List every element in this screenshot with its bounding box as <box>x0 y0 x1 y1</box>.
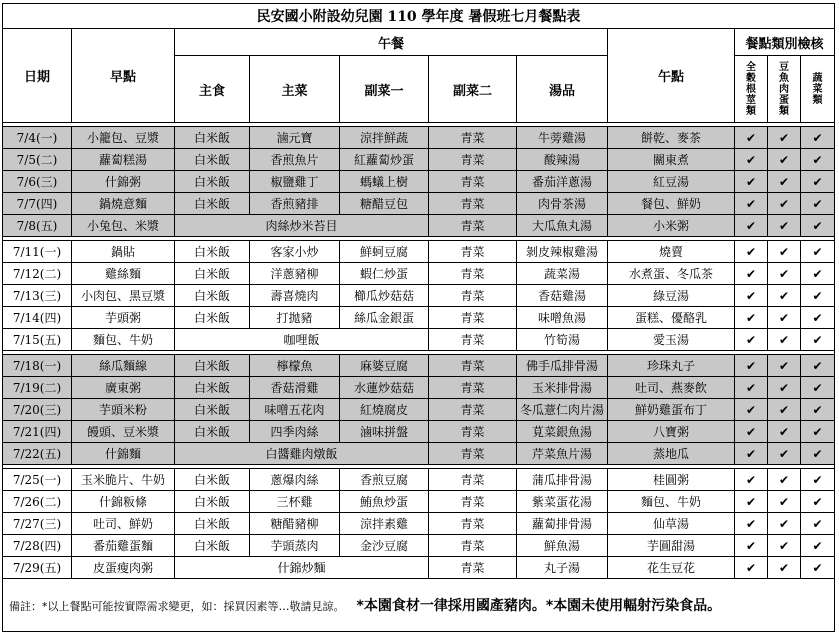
snack-cell: 八寶粥 <box>608 421 735 443</box>
menu-sheet <box>2 3 834 632</box>
side1-cell: 鮮蚵豆腐 <box>340 241 429 263</box>
check-grain-cell: ✔ <box>735 377 768 399</box>
date-cell: 7/29(五) <box>3 557 72 579</box>
header-date: 日期 <box>3 29 72 123</box>
date-cell: 7/25(一) <box>3 469 72 491</box>
check-veg-cell: ✔ <box>801 377 835 399</box>
staple-cell: 白米飯 <box>175 399 250 421</box>
check-protein-cell: ✔ <box>768 171 801 193</box>
check-veg-cell: ✔ <box>801 307 835 329</box>
date-cell: 7/12(二) <box>3 263 72 285</box>
header-lunch: 午餐 <box>175 29 608 56</box>
table-row <box>3 469 835 491</box>
side1-cell: 香煎豆腐 <box>340 469 429 491</box>
side2-cell: 青菜 <box>429 307 517 329</box>
staple-cell: 白米飯 <box>175 127 250 149</box>
soup-cell: 番茄洋蔥湯 <box>517 171 608 193</box>
header-staple: 主食 <box>175 56 250 123</box>
side2-cell: 青菜 <box>429 127 517 149</box>
table-row <box>3 307 835 329</box>
soup-cell: 蘿蔔排骨湯 <box>517 513 608 535</box>
main-cell: 香煎魚片 <box>250 149 340 171</box>
header-snack: 午點 <box>608 29 735 123</box>
snack-cell: 愛玉湯 <box>608 329 735 351</box>
snack-cell: 水煮蛋、冬瓜茶 <box>608 263 735 285</box>
snack-cell: 仙草湯 <box>608 513 735 535</box>
table-row <box>3 193 835 215</box>
soup-cell: 牛蒡雞湯 <box>517 127 608 149</box>
check-veg-cell: ✔ <box>801 215 835 237</box>
main-cell: 香煎豬排 <box>250 193 340 215</box>
side2-cell: 青菜 <box>429 193 517 215</box>
side2-cell: 青菜 <box>429 329 517 351</box>
staple-cell: 白米飯 <box>175 355 250 377</box>
check-grain-cell: ✔ <box>735 399 768 421</box>
side1-cell: 涼拌鮮蔬 <box>340 127 429 149</box>
check-protein-cell: ✔ <box>768 443 801 465</box>
soup-cell: 味噌魚湯 <box>517 307 608 329</box>
date-cell: 7/19(二) <box>3 377 72 399</box>
staple-cell: 白米飯 <box>175 491 250 513</box>
soup-cell: 芹菜魚片湯 <box>517 443 608 465</box>
main-cell: 香菇滑雞 <box>250 377 340 399</box>
side2-cell: 青菜 <box>429 215 517 237</box>
side2-cell: 青菜 <box>429 469 517 491</box>
table-row <box>3 557 835 579</box>
side1-cell: 絲瓜金銀蛋 <box>340 307 429 329</box>
check-veg-cell: ✔ <box>801 469 835 491</box>
snack-cell: 麵包、牛奶 <box>608 491 735 513</box>
side2-cell: 青菜 <box>429 557 517 579</box>
header-side1: 副菜一 <box>340 56 429 123</box>
table-row <box>3 215 835 237</box>
snack-cell: 鮮奶雞蛋布丁 <box>608 399 735 421</box>
soup-cell: 大瓜魚丸湯 <box>517 215 608 237</box>
check-protein-cell: ✔ <box>768 329 801 351</box>
side1-cell: 金沙豆腐 <box>340 535 429 557</box>
snack-cell: 蒸地瓜 <box>608 443 735 465</box>
staple-cell: 白米飯 <box>175 469 250 491</box>
header-main: 主菜 <box>250 56 340 123</box>
main-cell: 四季肉絲 <box>250 421 340 443</box>
main-cell: 打拋豬 <box>250 307 340 329</box>
side1-cell: 麻婆豆腐 <box>340 355 429 377</box>
table-row <box>3 285 835 307</box>
main-cell: 客家小炒 <box>250 241 340 263</box>
check-veg-cell: ✔ <box>801 149 835 171</box>
date-cell: 7/26(二) <box>3 491 72 513</box>
breakfast-cell: 小籠包、豆漿 <box>72 127 175 149</box>
date-cell: 7/5(二) <box>3 149 72 171</box>
side1-cell: 滷味拼盤 <box>340 421 429 443</box>
staple-cell: 白米飯 <box>175 285 250 307</box>
snack-cell: 花生豆花 <box>608 557 735 579</box>
check-protein-cell: ✔ <box>768 307 801 329</box>
check-protein-cell: ✔ <box>768 285 801 307</box>
table-row <box>3 535 835 557</box>
breakfast-cell: 小兔包、米漿 <box>72 215 175 237</box>
snack-cell: 蛋糕、優酪乳 <box>608 307 735 329</box>
remark-text: 備註：*以上餐點可能按實際需求變更，如：採買因素等…敬請見諒。 <box>9 600 345 613</box>
table-row <box>3 513 835 535</box>
check-veg-cell: ✔ <box>801 171 835 193</box>
snack-cell: 珍珠丸子 <box>608 355 735 377</box>
main-cell: 椒鹽雞丁 <box>250 171 340 193</box>
breakfast-cell: 什錦粄條 <box>72 491 175 513</box>
staple-cell: 白米飯 <box>175 193 250 215</box>
side2-cell: 青菜 <box>429 241 517 263</box>
table-row <box>3 329 835 351</box>
date-cell: 7/21(四) <box>3 421 72 443</box>
table-row <box>3 171 835 193</box>
check-grain-cell: ✔ <box>735 171 768 193</box>
main-cell: 三杯雞 <box>250 491 340 513</box>
check-veg-cell: ✔ <box>801 263 835 285</box>
side2-cell: 青菜 <box>429 355 517 377</box>
menu-body <box>3 123 835 579</box>
side2-cell: 青菜 <box>429 149 517 171</box>
check-protein-cell: ✔ <box>768 421 801 443</box>
date-cell: 7/13(三) <box>3 285 72 307</box>
staple-cell: 白米飯 <box>175 263 250 285</box>
staple-cell: 白米飯 <box>175 535 250 557</box>
check-protein-cell: ✔ <box>768 127 801 149</box>
breakfast-cell: 廣東粥 <box>72 377 175 399</box>
lunch-merged-cell: 咖哩飯 <box>175 329 429 351</box>
breakfast-cell: 小肉包、黑豆漿 <box>72 285 175 307</box>
side2-cell: 青菜 <box>429 171 517 193</box>
main-cell: 糖醋豬柳 <box>250 513 340 535</box>
check-protein-cell: ✔ <box>768 377 801 399</box>
check-protein-cell: ✔ <box>768 263 801 285</box>
soup-cell: 酸辣湯 <box>517 149 608 171</box>
check-veg-cell: ✔ <box>801 535 835 557</box>
soup-cell: 丸子湯 <box>517 557 608 579</box>
check-protein-cell: ✔ <box>768 149 801 171</box>
main-cell: 壽喜燒肉 <box>250 285 340 307</box>
side1-cell: 水蓮炒菇菇 <box>340 377 429 399</box>
breakfast-cell: 雞絲麵 <box>72 263 175 285</box>
date-cell: 7/6(三) <box>3 171 72 193</box>
table-row <box>3 443 835 465</box>
soup-cell: 冬瓜薏仁肉片湯 <box>517 399 608 421</box>
breakfast-cell: 芋頭米粉 <box>72 399 175 421</box>
snack-cell: 紅豆湯 <box>608 171 735 193</box>
check-veg-cell: ✔ <box>801 443 835 465</box>
side1-cell: 螞蟻上樹 <box>340 171 429 193</box>
check-veg-cell: ✔ <box>801 127 835 149</box>
footer-note <box>3 579 835 632</box>
check-grain-cell: ✔ <box>735 421 768 443</box>
lunch-merged-cell: 什錦炒麵 <box>175 557 429 579</box>
side2-cell: 青菜 <box>429 421 517 443</box>
main-cell: 蔥爆肉絲 <box>250 469 340 491</box>
check-grain-cell: ✔ <box>735 215 768 237</box>
staple-cell: 白米飯 <box>175 307 250 329</box>
table-row <box>3 355 835 377</box>
snack-cell: 芋圓甜湯 <box>608 535 735 557</box>
table-row <box>3 377 835 399</box>
check-protein-cell: ✔ <box>768 535 801 557</box>
snack-cell: 燒賣 <box>608 241 735 263</box>
lunch-merged-cell: 白醬雞肉燉飯 <box>175 443 429 465</box>
main-cell: 芋頭蒸肉 <box>250 535 340 557</box>
table-row <box>3 491 835 513</box>
date-cell: 7/11(一) <box>3 241 72 263</box>
side2-cell: 青菜 <box>429 443 517 465</box>
side1-cell: 櫛瓜炒菇菇 <box>340 285 429 307</box>
soup-cell: 鮮魚湯 <box>517 535 608 557</box>
table-row <box>3 263 835 285</box>
breakfast-cell: 饅頭、豆米漿 <box>72 421 175 443</box>
check-grain-cell: ✔ <box>735 557 768 579</box>
table-row <box>3 421 835 443</box>
breakfast-cell: 麵包、牛奶 <box>72 329 175 351</box>
check-protein-cell: ✔ <box>768 469 801 491</box>
staple-cell: 白米飯 <box>175 421 250 443</box>
date-cell: 7/4(一) <box>3 127 72 149</box>
table-row <box>3 241 835 263</box>
side2-cell: 青菜 <box>429 285 517 307</box>
side1-cell: 蝦仁炒蛋 <box>340 263 429 285</box>
side1-cell: 紅燒腐皮 <box>340 399 429 421</box>
check-grain-cell: ✔ <box>735 127 768 149</box>
check-protein-cell: ✔ <box>768 513 801 535</box>
date-cell: 7/28(四) <box>3 535 72 557</box>
breakfast-cell: 什錦麵 <box>72 443 175 465</box>
side1-cell: 糖醋豆包 <box>340 193 429 215</box>
check-veg-cell: ✔ <box>801 193 835 215</box>
check-grain-cell: ✔ <box>735 241 768 263</box>
date-cell: 7/8(五) <box>3 215 72 237</box>
soup-cell: 紫菜蛋花湯 <box>517 491 608 513</box>
breakfast-cell: 鍋燒意麵 <box>72 193 175 215</box>
staple-cell: 白米飯 <box>175 241 250 263</box>
check-protein-cell: ✔ <box>768 241 801 263</box>
check-protein-cell: ✔ <box>768 193 801 215</box>
soup-cell: 佛手瓜排骨湯 <box>517 355 608 377</box>
main-cell: 檸檬魚 <box>250 355 340 377</box>
check-veg-cell: ✔ <box>801 399 835 421</box>
breakfast-cell: 吐司、鮮奶 <box>72 513 175 535</box>
breakfast-cell: 番茄雞蛋麵 <box>72 535 175 557</box>
check-grain-cell: ✔ <box>735 535 768 557</box>
menu-table <box>2 3 835 632</box>
snack-cell: 吐司、燕麥飲 <box>608 377 735 399</box>
check-grain-cell: ✔ <box>735 329 768 351</box>
check-veg-cell: ✔ <box>801 241 835 263</box>
date-cell: 7/7(四) <box>3 193 72 215</box>
header-side2: 副菜二 <box>429 56 517 123</box>
check-grain-cell: ✔ <box>735 193 768 215</box>
check-veg-cell: ✔ <box>801 557 835 579</box>
date-cell: 7/22(五) <box>3 443 72 465</box>
side2-cell: 青菜 <box>429 513 517 535</box>
check-grain-cell: ✔ <box>735 443 768 465</box>
header-check: 餐點類別檢核 <box>735 29 835 56</box>
check-veg-cell: ✔ <box>801 513 835 535</box>
breakfast-cell: 芋頭粥 <box>72 307 175 329</box>
check-protein-cell: ✔ <box>768 215 801 237</box>
breakfast-cell: 蘿蔔糕湯 <box>72 149 175 171</box>
side2-cell: 青菜 <box>429 535 517 557</box>
breakfast-cell: 玉米脆片、牛奶 <box>72 469 175 491</box>
snack-cell: 關東煮 <box>608 149 735 171</box>
snack-cell: 餅乾、麥茶 <box>608 127 735 149</box>
highlight-text: *本園食材一律採用國產豬肉。*本園未使用輻射污染食品。 <box>356 598 722 614</box>
header-soup: 湯品 <box>517 56 608 123</box>
cat-grain-label: 全 穀 根 莖 類 <box>746 61 756 117</box>
snack-cell: 綠豆湯 <box>608 285 735 307</box>
breakfast-cell: 絲瓜麵線 <box>72 355 175 377</box>
check-grain-cell: ✔ <box>735 355 768 377</box>
check-grain-cell: ✔ <box>735 263 768 285</box>
check-grain-cell: ✔ <box>735 307 768 329</box>
breakfast-cell: 什錦粥 <box>72 171 175 193</box>
date-cell: 7/18(一) <box>3 355 72 377</box>
main-cell: 滷元寶 <box>250 127 340 149</box>
check-grain-cell: ✔ <box>735 285 768 307</box>
cat-veg-label: 蔬 菜 類 <box>812 72 823 106</box>
soup-cell: 剝皮辣椒雞湯 <box>517 241 608 263</box>
check-grain-cell: ✔ <box>735 149 768 171</box>
side1-cell: 鮪魚炒蛋 <box>340 491 429 513</box>
check-veg-cell: ✔ <box>801 285 835 307</box>
main-cell: 洋蔥豬柳 <box>250 263 340 285</box>
side2-cell: 青菜 <box>429 377 517 399</box>
check-protein-cell: ✔ <box>768 355 801 377</box>
page-title: 民安國小附設幼兒園 110 學年度 暑假班七月餐點表 <box>3 4 835 29</box>
check-protein-cell: ✔ <box>768 557 801 579</box>
header-cat-grain <box>735 56 768 123</box>
check-grain-cell: ✔ <box>735 491 768 513</box>
soup-cell: 玉米排骨湯 <box>517 377 608 399</box>
lunch-merged-cell: 肉絲炒米苔目 <box>175 215 429 237</box>
snack-cell: 桂圓粥 <box>608 469 735 491</box>
snack-cell: 小米粥 <box>608 215 735 237</box>
staple-cell: 白米飯 <box>175 513 250 535</box>
table-row <box>3 399 835 421</box>
side1-cell: 紅蘿蔔炒蛋 <box>340 149 429 171</box>
date-cell: 7/15(五) <box>3 329 72 351</box>
header-cat-protein <box>768 56 801 123</box>
breakfast-cell: 皮蛋瘦肉粥 <box>72 557 175 579</box>
check-grain-cell: ✔ <box>735 469 768 491</box>
side2-cell: 青菜 <box>429 263 517 285</box>
check-protein-cell: ✔ <box>768 399 801 421</box>
staple-cell: 白米飯 <box>175 149 250 171</box>
table-row <box>3 149 835 171</box>
side1-cell: 涼拌素雞 <box>340 513 429 535</box>
main-cell: 味噌五花肉 <box>250 399 340 421</box>
check-protein-cell: ✔ <box>768 491 801 513</box>
date-cell: 7/27(三) <box>3 513 72 535</box>
side2-cell: 青菜 <box>429 491 517 513</box>
soup-cell: 肉骨茶湯 <box>517 193 608 215</box>
check-veg-cell: ✔ <box>801 329 835 351</box>
soup-cell: 竹筍湯 <box>517 329 608 351</box>
check-grain-cell: ✔ <box>735 513 768 535</box>
soup-cell: 莧菜銀魚湯 <box>517 421 608 443</box>
check-veg-cell: ✔ <box>801 421 835 443</box>
date-cell: 7/14(四) <box>3 307 72 329</box>
soup-cell: 蔬菜湯 <box>517 263 608 285</box>
breakfast-cell: 鍋貼 <box>72 241 175 263</box>
check-veg-cell: ✔ <box>801 491 835 513</box>
staple-cell: 白米飯 <box>175 171 250 193</box>
header-breakfast: 早點 <box>72 29 175 123</box>
soup-cell: 蒲瓜排骨湯 <box>517 469 608 491</box>
table-row <box>3 127 835 149</box>
staple-cell: 白米飯 <box>175 377 250 399</box>
cat-protein-label: 豆 魚 肉 蛋 類 <box>779 61 789 117</box>
soup-cell: 香菇雞湯 <box>517 285 608 307</box>
date-cell: 7/20(三) <box>3 399 72 421</box>
snack-cell: 餐包、鮮奶 <box>608 193 735 215</box>
header-cat-veg <box>801 56 835 123</box>
side2-cell: 青菜 <box>429 399 517 421</box>
check-veg-cell: ✔ <box>801 355 835 377</box>
